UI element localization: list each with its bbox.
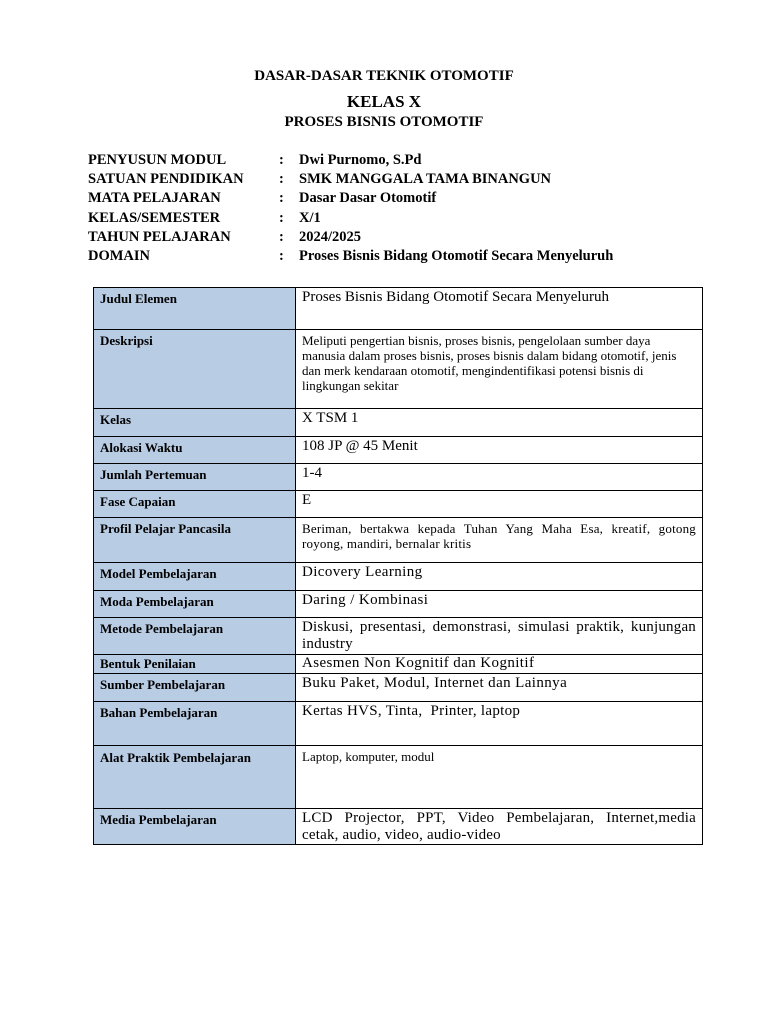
meta-colon: : (279, 171, 284, 188)
row-key: Judul Elemen (94, 288, 296, 330)
row-key: Profil Pelajar Pancasila (94, 518, 296, 563)
table-row (94, 437, 703, 464)
row-value: Meliputi pengertian bisnis, proses bisnis, pengelolaan sumber daya manusia dalam proses bisnis, proses bisnis dalam bidang otomotif, jenis dan merk kendaraan otomotif, mengindentifikasi potensi bisnis di lingkungan sekitar (296, 330, 703, 409)
row-value: Diskusi, presentasi, demonstrasi, simulasi praktik, kunjungan industry (296, 618, 703, 655)
row-value: 108 JP @ 45 Menit (296, 437, 703, 464)
document-title: DASAR-DASAR TEKNIK OTOMOTIF (254, 68, 514, 84)
meta-colon: : (279, 247, 284, 264)
table-row (94, 809, 703, 845)
table-row (94, 618, 703, 655)
row-value: LCD Projector, PPT, Video Pembelajaran, Internet,media cetak, audio, video, audio-video (296, 809, 703, 845)
meta-row-satuan (88, 170, 708, 189)
row-key: Alat Praktik Pembelajaran (94, 746, 296, 809)
row-key: Moda Pembelajaran (94, 591, 296, 618)
meta-value: Dasar Dasar Otomotif (299, 190, 437, 207)
table-row (94, 655, 703, 674)
row-key: Bentuk Penilaian (94, 655, 296, 674)
row-key: Alokasi Waktu (94, 437, 296, 464)
module-info (88, 151, 708, 266)
row-value: Proses Bisnis Bidang Otomotif Secara Menyeluruh (296, 288, 703, 330)
row-value: X TSM 1 (296, 409, 703, 437)
meta-value: Proses Bisnis Bidang Otomotif Secara Menyeluruh (299, 247, 614, 264)
row-key: Fase Capaian (94, 491, 296, 518)
row-value: Kertas HVS, Tinta, Printer, laptop (296, 702, 703, 746)
row-value: 1-4 (296, 464, 703, 491)
table-row (94, 563, 703, 591)
meta-label: SATUAN PENDIDIKAN (88, 171, 244, 188)
meta-row-tahun (88, 228, 708, 247)
meta-value: Dwi Purnomo, S.Pd (299, 152, 422, 168)
meta-row-domain (88, 247, 708, 266)
table-row (94, 464, 703, 491)
meta-row-penyusun (88, 151, 708, 170)
table-row (94, 409, 703, 437)
table-row (94, 591, 703, 618)
class-title: KELAS X (346, 92, 422, 111)
meta-label: PENYUSUN MODUL (88, 152, 227, 168)
meta-value: X/1 (299, 209, 321, 226)
row-value: Laptop, komputer, modul (296, 746, 703, 809)
subject-title: PROSES BISNIS OTOMOTIF (284, 114, 484, 130)
row-value: Buku Paket, Modul, Internet dan Lainnya (296, 674, 703, 702)
table-row (94, 288, 703, 330)
row-key: Sumber Pembelajaran (94, 674, 296, 702)
module-details-table (93, 287, 703, 845)
meta-label: DOMAIN (88, 247, 151, 264)
row-value: Dicovery Learning (296, 563, 703, 591)
table-row (94, 702, 703, 746)
meta-row-kelas (88, 209, 708, 228)
row-value: Beriman, bertakwa kepada Tuhan Yang Maha Esa, kreatif, gotong royong, mandiri, bernalar kritis (296, 518, 703, 563)
table-row (94, 518, 703, 563)
meta-colon: : (279, 228, 284, 245)
row-key: Jumlah Pertemuan (94, 464, 296, 491)
meta-label: TAHUN PELAJARAN (88, 228, 231, 245)
table-row (94, 674, 703, 702)
meta-row-mapel (88, 189, 708, 208)
row-key: Metode Pembelajaran (94, 618, 296, 655)
meta-colon: : (279, 152, 284, 168)
meta-label: MATA PELAJARAN (88, 190, 221, 207)
meta-label: KELAS/SEMESTER (88, 209, 221, 226)
meta-value: 2024/2025 (299, 228, 362, 245)
table-row (94, 746, 703, 809)
table-row (94, 491, 703, 518)
meta-colon: : (279, 209, 284, 226)
table-row (94, 330, 703, 409)
row-key: Bahan Pembelajaran (94, 702, 296, 746)
meta-colon: : (279, 190, 284, 207)
row-key: Deskripsi (94, 330, 296, 409)
row-key: Model Pembelajaran (94, 563, 296, 591)
row-value: Daring / Kombinasi (296, 591, 703, 618)
row-key: Kelas (94, 409, 296, 437)
row-key: Media Pembelajaran (94, 809, 296, 845)
row-value: E (296, 491, 703, 518)
meta-value: SMK MANGGALA TAMA BINANGUN (299, 171, 552, 188)
row-value: Asesmen Non Kognitif dan Kognitif (296, 655, 703, 674)
